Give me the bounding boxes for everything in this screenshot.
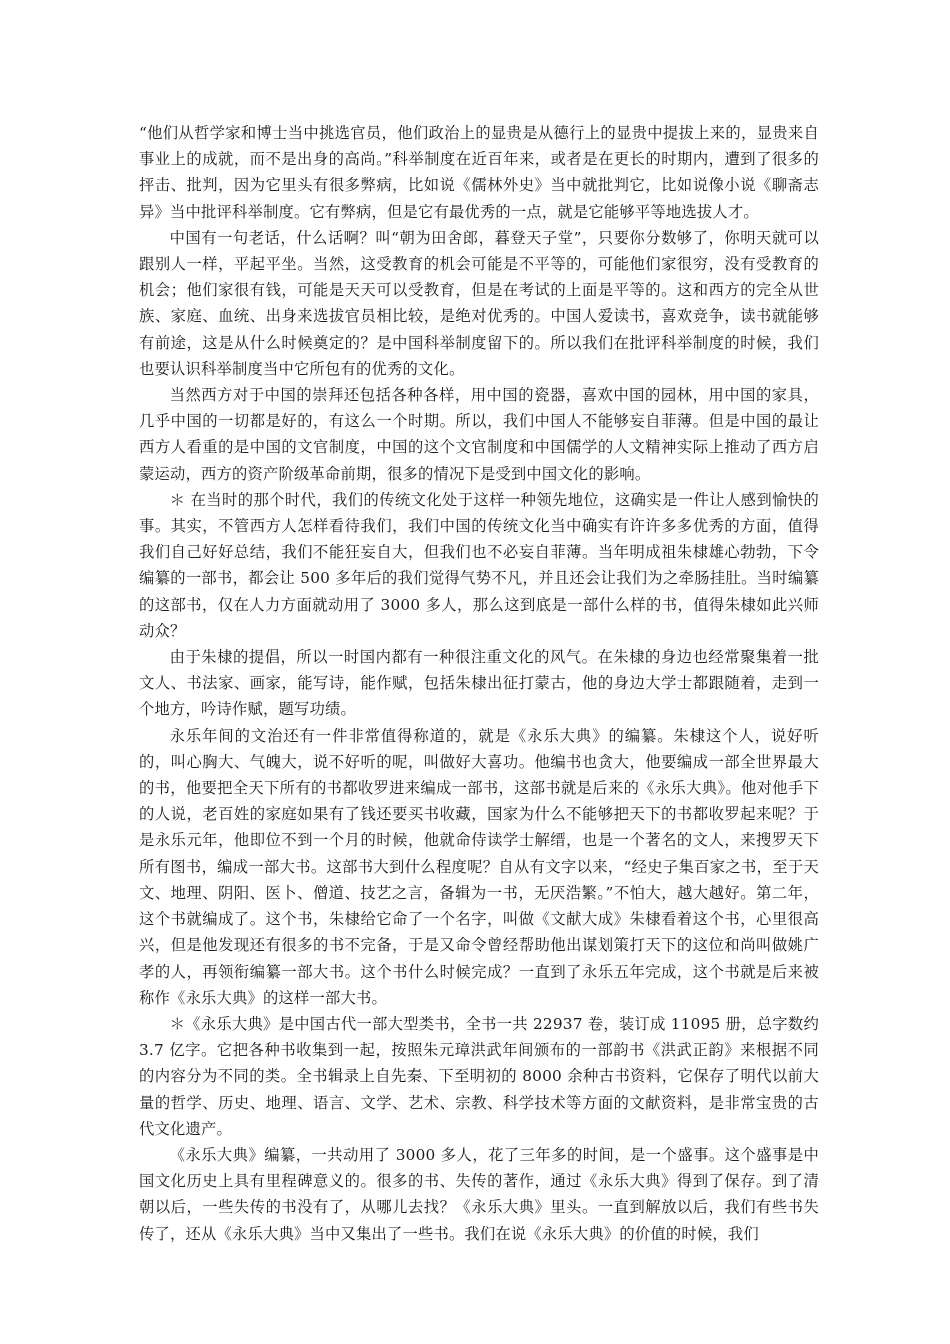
paragraph-3: 当然西方对于中国的崇拜还包括各种各样，用中国的瓷器，喜欢中国的园林，用中国的家具，几乎中国的一切都是好的，有这么一个时期。所以，我们中国人不能够妄自菲薄。但是中国的最让西方人看重的是中国的文官制度，中国的这个文官制度和中国儒学的人文精神实际上推动了西方启蒙运动，西方的资产阶级革命前期，很多的情况下是受到中国文化的影响。 [139, 386, 819, 483]
paragraph-6: 永乐年间的文治还有一件非常值得称道的，就是《永乐大典》的编纂。朱棣这个人，说好听的，叫心胸大、气魄大，说不好听的呢，叫做好大喜功。他编书也贪大，他要编成一部全世界最大的书，他要把全天下所有的书都收罗进来编成一部书，这部书就是后来的《永乐大典》。他对他手下的人说，老百姓的家庭如果有了钱还要买书收藏，国家为什么不能够把天下的书都收罗起来呢？于是永乐元年，他即位不到一个月的时候，他就命侍读学士解缙，也是一个著名的文人，来搜罗天下所有图书，编成一部大书。这部书大到什么程度呢？自从有文字以来，“经史子集百家之书，至于天文、地理、阴阳、医卜、僧道、技艺之言，备辑为一书，无厌浩繁。”不怕大，越大越好。第二年，这个书就编成了。这个书，朱棣给它命了一个名字，叫做《文献大成》朱棣看着这个书，心里很高兴，但是他发现还有很多的书不完备，于是又命令曾经帮助他出谋划策打天下的这位和尚叫做姚广孝的人，再领衔编纂一部大书。这个书什么时候完成？一直到了永乐五年完成，这个书就是后来被称作《永乐大典》的这样一部大书。 [139, 726, 819, 1007]
paragraph-1: “他们从哲学家和博士当中挑选官员，他们政治上的显贵是从德行上的显贵中提拔上来的，显贵来自事业上的成就，而不是出身的高尚。”科举制度在近百年来，或者是在更长的时期内，遭到了很多的抨击、批判，因为它里头有很多弊病，比如说《儒林外史》当中就批判它，比如说像小说《聊斋志异》当中批评科举制度。它有弊病，但是它有最优秀的一点，就是它能够平等地选拔人才。 [139, 124, 819, 221]
paragraph-4: ＊ 在当时的那个时代，我们的传统文化处于这样一种领先地位，这确实是一件让人感到愉快的事。其实，不管西方人怎样看待我们，我们中国的传统文化当中确实有许许多多优秀的方面，值得我们自己好好总结，我们不能狂妄自大，但我们也不必妄自菲薄。当年明成祖朱棣雄心勃勃，下令编纂的一部书，都会让 500 多年后的我们觉得气势不凡，并且还会让我们为之牵肠挂肚。当时编纂的这部书，仅在人力方面就动用了 3000 多人，那么这到底是一部什么样的书，值得朱棣如此兴师动众？ [139, 490, 819, 640]
document-body [139, 120, 819, 1247]
paragraph-2: 中国有一句老话，什么话啊？叫“朝为田舍郎，暮登天子堂”，只要你分数够了，你明天就可以跟别人一样，平起平坐。当然，这受教育的机会可能是不平等的，可能他们家很穷，没有受教育的机会；他们家很有钱，可能是天天可以受教育，但是在考试的上面是平等的。这和西方的完全从世族、家庭、血统、出身来选拔官员相比较，是绝对优秀的。中国人爱读书，喜欢竞争，读书就能够有前途，这是从什么时候奠定的？是中国科举制度留下的。所以我们在批评科举制度的时候，我们也要认识科举制度当中它所包有的优秀的文化。 [139, 228, 819, 378]
paragraph-8: 《永乐大典》编纂，一共动用了 3000 多人，花了三年多的时间，是一个盛事。这个盛事是中国文化历史上具有里程碑意义的。很多的书、失传的著作，通过《永乐大典》得到了保存。到了清朝以后，一些失传的书没有了，从哪儿去找？《永乐大典》里头。一直到解放以后，我们有些书失传了，还从《永乐大典》当中又集出了一些书。我们在说《永乐大典》的价值的时候，我们 [139, 1145, 819, 1243]
paragraph-7: ＊《永乐大典》是中国古代一部大型类书，全书一共 22937 卷，装订成 11095 册，总字数约 3.7 亿字。它把各种书收集到一起，按照朱元璋洪武年间颁布的一部韵书《洪武正韵》来根据不同的内容分为不同的类。全书辑录上自先秦、下至明初的 8000 余种古书资料，它保存了明代以前大量的哲学、历史、地理、语言、文学、艺术、宗教、科学技术等方面的文献资料，是非常宝贵的古代文化遗产。 [139, 1014, 819, 1138]
paragraph-5: 由于朱棣的提倡，所以一时国内都有一种很注重文化的风气。在朱棣的身边也经常聚集着一批文人、书法家、画家，能写诗，能作赋，包括朱棣出征打蒙古，他的身边大学士都跟随着，走到一个地方，吟诗作赋，题写功绩。 [139, 648, 819, 719]
